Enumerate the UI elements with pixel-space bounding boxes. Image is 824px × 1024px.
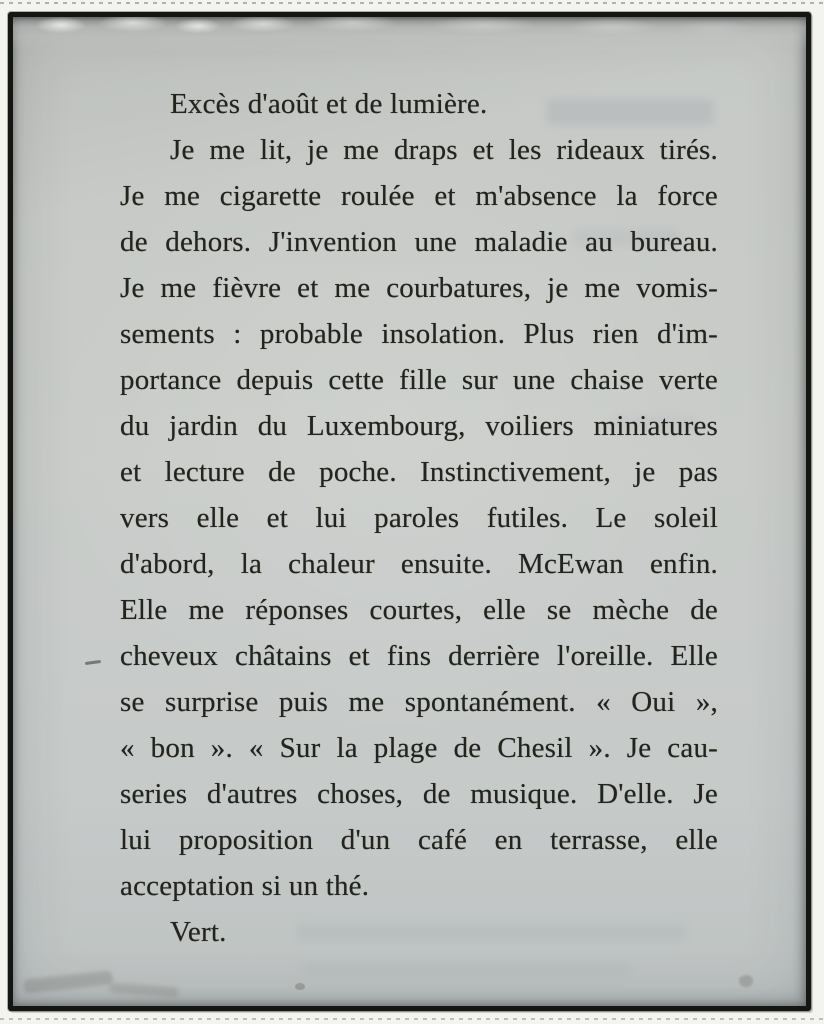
text-line: Vert. [170, 916, 227, 948]
book-page [13, 17, 806, 1006]
text-line: vers elle et lui paroles futiles. Le soleil [120, 502, 718, 534]
page-top-deckle-edge [13, 17, 806, 51]
paper-flaw-spot [739, 975, 753, 987]
photo-frame-border [8, 12, 811, 1011]
text-line: du jardin du Luxembourg, voiliers miniatures [120, 410, 718, 442]
text-line: series d'autres choses, de musique. D'elle. Je [120, 778, 718, 810]
paper-flaw-smudge [23, 970, 114, 993]
text-line: se surprise puis me spontanément. « Oui », [120, 686, 718, 718]
text-line: Je me lit, je me draps et les rideaux tirés. [170, 134, 718, 166]
text-line: d'abord, la chaleur ensuite. McEwan enfin. [120, 548, 718, 580]
text-line: portance depuis cette fille sur une chaise verte [120, 364, 718, 396]
text-line: acceptation si un thé. [120, 870, 370, 902]
paper-flaw-dot [295, 983, 305, 990]
paper-flaw-smudge [109, 983, 180, 998]
text-line: « bon ». « Sur la plage de Chesil ». Je cau- [120, 732, 718, 764]
show-through-text-blob [301, 961, 631, 979]
text-line: de dehors. J'invention une maladie au bureau. [120, 226, 718, 258]
scan-artifact-line-bottom [0, 1018, 824, 1020]
text-line: Je me cigarette roulée et m'absence la force [120, 180, 718, 212]
text-line: Elle me réponses courtes, elle se mèche de [120, 594, 718, 626]
paper-flaw-dash [85, 660, 101, 665]
text-block [120, 81, 718, 955]
text-line: sements : probable insolation. Plus rien d'im- [120, 318, 718, 350]
scan-artifact-line-top [0, 2, 824, 4]
text-line: Excès d'août et de lumière. [170, 88, 488, 120]
text-line: lui proposition d'un café en terrasse, elle [120, 824, 718, 856]
text-line: Je me fièvre et me courbatures, je me vomis- [120, 272, 718, 304]
text-line: et lecture de poche. Instinctivement, je pas [120, 456, 718, 488]
text-line: cheveux châtains et fins derrière l'oreille. Elle [120, 640, 718, 672]
